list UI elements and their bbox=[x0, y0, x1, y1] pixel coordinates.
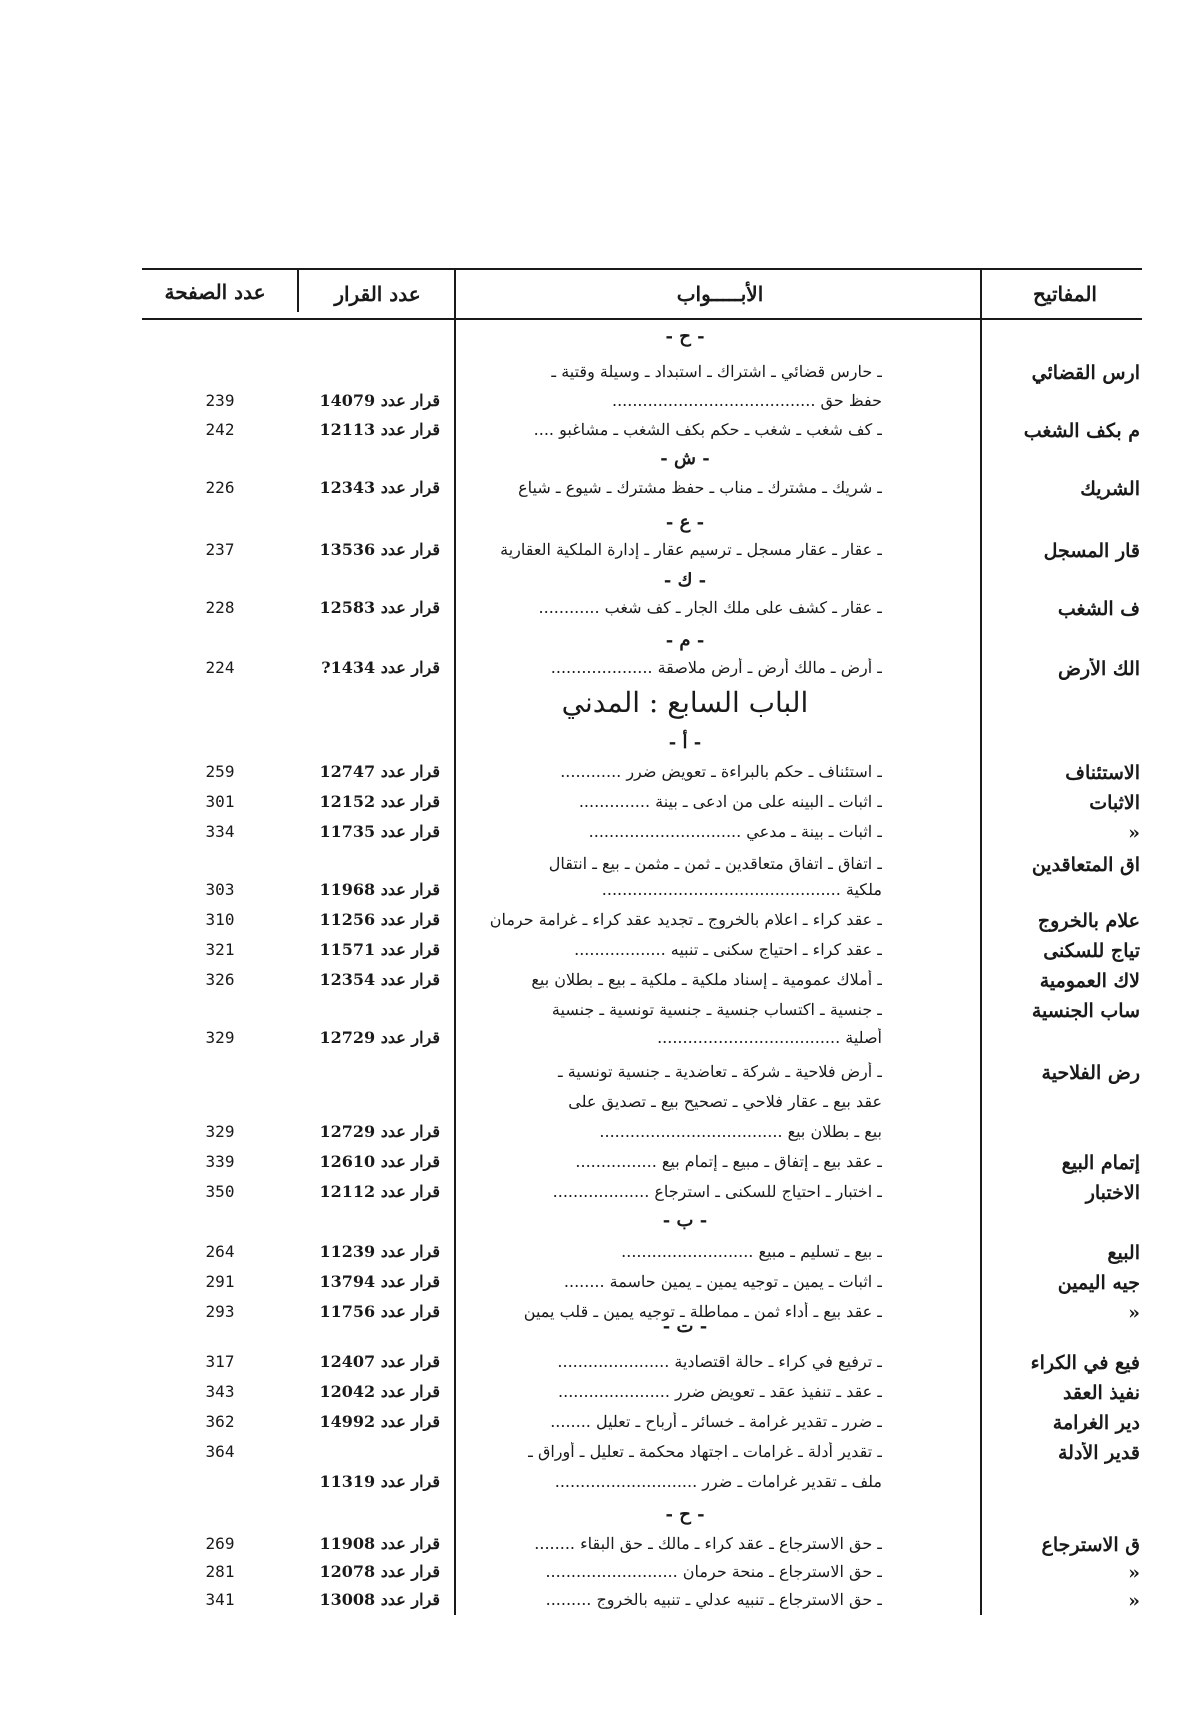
page-number: 226 bbox=[205, 478, 235, 497]
description: ـ عقد كراء ـ اعلام بالخروج ـ تجديد عقد كراء ـ غرامة حرمان bbox=[489, 910, 882, 929]
page-number: 343 bbox=[205, 1382, 235, 1401]
keyword: قار المسجل bbox=[1043, 540, 1140, 562]
keyword: الاثبات bbox=[1089, 792, 1140, 814]
description: ـ ضرر ـ تقدير غرامة ـ خسائر ـ أرباح ـ تعليل ........ bbox=[550, 1412, 882, 1431]
page-number: 239 bbox=[205, 391, 235, 410]
decision-number: قرار عدد 12610 bbox=[319, 1152, 440, 1171]
description: ـ عقار ـ عقار مسجل ـ ترسيم عقار ـ إدارة الملكية العقارية bbox=[500, 540, 882, 559]
description: عقد بيع ـ عقار فلاحي ـ تصحيح بيع ـ تصديق على bbox=[568, 1092, 882, 1111]
description: ـ اختبار ـ احتياج للسكنى ـ استرجاع ................... bbox=[552, 1182, 882, 1201]
description: ـ عقد بيع ـ إتفاق ـ مبيع ـ إتمام بيع ................ bbox=[575, 1152, 882, 1171]
keyword: إتمام البيع bbox=[1061, 1152, 1140, 1174]
header-decision-no: عدد القرار bbox=[334, 282, 421, 306]
header-page-no: عدد الصفحة bbox=[164, 280, 266, 304]
page-number: 224 bbox=[205, 658, 235, 677]
description: ـ شريك ـ مشترك ـ مناب ـ حفظ مشترك ـ شيوع ـ شياع bbox=[518, 478, 882, 497]
letter-heading: - ت - bbox=[662, 1316, 708, 1337]
description: ملف ـ تقدير غرامات ـ ضرر ............................ bbox=[554, 1472, 882, 1491]
decision-number: قرار عدد 12354 bbox=[319, 970, 440, 989]
keyword: علام بالخروج bbox=[1037, 910, 1140, 932]
decision-number: قرار عدد 14079 bbox=[319, 391, 440, 410]
keyword: الاختبار bbox=[1085, 1182, 1140, 1204]
page-number: 264 bbox=[205, 1242, 235, 1261]
decision-number: قرار عدد 12152 bbox=[319, 792, 440, 811]
header-keywords: المفاتيح bbox=[1033, 282, 1097, 306]
keyword: اق المتعاقدين bbox=[1031, 854, 1140, 876]
keyword: قدير الأدلة bbox=[1058, 1442, 1140, 1464]
decision-number: قرار عدد 11908 bbox=[319, 1534, 440, 1553]
column-divider-1 bbox=[297, 268, 299, 312]
description: ـ حق الاسترجاع ـ منحة حرمان .......................... bbox=[545, 1562, 882, 1581]
letter-heading: - م - bbox=[665, 630, 705, 651]
keyword: لاك العمومية bbox=[1039, 970, 1140, 992]
page-number: 259 bbox=[205, 762, 235, 781]
decision-number: قرار عدد 12729 bbox=[319, 1122, 440, 1141]
column-divider-3 bbox=[980, 270, 982, 1615]
letter-heading: - أ - bbox=[668, 732, 702, 753]
keyword: م بكف الشغب bbox=[1023, 420, 1140, 442]
description: ـ بيع ـ تسليم ـ مبيع .......................... bbox=[621, 1242, 882, 1261]
page-number: 321 bbox=[205, 940, 235, 959]
page-number: 303 bbox=[205, 880, 235, 899]
page-number: 350 bbox=[205, 1182, 235, 1201]
decision-number: قرار عدد 12583 bbox=[319, 598, 440, 617]
keyword: « bbox=[1128, 1302, 1140, 1324]
description: ـ أرض ـ مالك أرض ـ أرض ملاصقة .................... bbox=[550, 658, 882, 677]
decision-number: قرار عدد 12729 bbox=[319, 1028, 440, 1047]
description: ملكية ............................................... bbox=[601, 880, 882, 899]
letter-heading: - ح - bbox=[665, 1504, 705, 1525]
description: ـ أملاك عمومية ـ إسناد ملكية ـ ملكية ـ بيع ـ بطلان بيع bbox=[531, 970, 882, 989]
page-number: 317 bbox=[205, 1352, 235, 1371]
decision-number: قرار عدد 13536 bbox=[319, 540, 440, 559]
decision-number: قرار عدد 11735 bbox=[319, 822, 440, 841]
description: ـ عقد ـ تنفيذ عقد ـ تعويض ضرر ...................... bbox=[558, 1382, 882, 1401]
keyword: البيع bbox=[1107, 1242, 1140, 1264]
decision-number: قرار عدد 12407 bbox=[319, 1352, 440, 1371]
description: ـ اثبات ـ يمين ـ توجيه يمين ـ يمين حاسمة ........ bbox=[563, 1272, 882, 1291]
header-bottom-rule bbox=[142, 318, 1142, 320]
keyword: الك الأرض bbox=[1058, 658, 1140, 680]
description: ـ عقار ـ كشف على ملك الجار ـ كف شغب ............ bbox=[538, 598, 882, 617]
keyword: فيع في الكراء bbox=[1030, 1352, 1140, 1374]
description: ـ كف شغب ـ شغب ـ حكم بكف الشغب ـ مشاغبو .... bbox=[533, 420, 882, 439]
page-number: 228 bbox=[205, 598, 235, 617]
keyword: « bbox=[1128, 822, 1140, 844]
keyword: الاستئناف bbox=[1065, 762, 1140, 784]
page-number: 281 bbox=[205, 1562, 235, 1581]
keyword: نفيذ العقد bbox=[1062, 1382, 1140, 1404]
letter-heading: - ع - bbox=[665, 512, 705, 533]
letter-heading: - ش - bbox=[660, 448, 710, 469]
keyword: دير الغرامة bbox=[1052, 1412, 1140, 1434]
page-number: 339 bbox=[205, 1152, 235, 1171]
description: ـ حارس قضائي ـ اشتراك ـ استبداد ـ وسيلة وقتية ـ bbox=[551, 362, 882, 381]
description: ـ حق الاسترجاع ـ تنبيه عدلي ـ تنبيه بالخروج ......... bbox=[545, 1590, 882, 1609]
letter-heading: - ح - bbox=[665, 326, 705, 347]
page-number: 310 bbox=[205, 910, 235, 929]
header-top-rule bbox=[142, 268, 1142, 270]
decision-number: قرار عدد 11571 bbox=[319, 940, 440, 959]
description: ـ استئناف ـ حكم بالبراءة ـ تعويض ضرر ............ bbox=[560, 762, 882, 781]
decision-number: قرار عدد 12747 bbox=[319, 762, 440, 781]
description: ـ عقد بيع ـ أداء ثمن ـ مماطلة ـ توجيه يمين ـ قلب يمين bbox=[523, 1302, 882, 1321]
page-number: 293 bbox=[205, 1302, 235, 1321]
keyword: ف الشغب bbox=[1057, 598, 1140, 620]
decision-number: قرار عدد 12113 bbox=[319, 420, 440, 439]
decision-number: قرار عدد 1434? bbox=[321, 658, 440, 677]
description: ـ اثبات ـ البينه على من ادعى ـ بينة .............. bbox=[578, 792, 882, 811]
keyword: جيه اليمين bbox=[1057, 1272, 1140, 1294]
keyword: « bbox=[1128, 1562, 1140, 1584]
page-number: 364 bbox=[205, 1442, 235, 1461]
decision-number: قرار عدد 11239 bbox=[319, 1242, 440, 1261]
description: ـ اتفاق ـ اتفاق متعاقدين ـ ثمن ـ مثمن ـ بيع ـ انتقال bbox=[548, 854, 882, 873]
keyword: « bbox=[1128, 1590, 1140, 1612]
decision-number: قرار عدد 14992 bbox=[319, 1412, 440, 1431]
description: بيع ـ بطلان بيع .................................... bbox=[599, 1122, 882, 1141]
decision-number: قرار عدد 12343 bbox=[319, 478, 440, 497]
page-number: 301 bbox=[205, 792, 235, 811]
description: ـ عقد كراء ـ احتياج سكنى ـ تنبيه .................. bbox=[574, 940, 882, 959]
page-number: 326 bbox=[205, 970, 235, 989]
decision-number: قرار عدد 13794 bbox=[319, 1272, 440, 1291]
decision-number: قرار عدد 11968 bbox=[319, 880, 440, 899]
letter-heading: - ك - bbox=[663, 570, 707, 591]
page-number: 237 bbox=[205, 540, 235, 559]
header-sections: الأبـــــواب bbox=[676, 282, 764, 306]
keyword: ساب الجنسية bbox=[1031, 1000, 1140, 1022]
decision-number: قرار عدد 11756 bbox=[319, 1302, 440, 1321]
page-number: 269 bbox=[205, 1534, 235, 1553]
page-number: 341 bbox=[205, 1590, 235, 1609]
description: ـ تقدير أدلة ـ غرامات ـ اجتهاد محكمة ـ تعليل ـ أوراق ـ bbox=[528, 1442, 882, 1461]
keyword: رض الفلاحية bbox=[1041, 1062, 1140, 1084]
decision-number: قرار عدد 11256 bbox=[319, 910, 440, 929]
page-number: 291 bbox=[205, 1272, 235, 1291]
page-number: 334 bbox=[205, 822, 235, 841]
page-number: 362 bbox=[205, 1412, 235, 1431]
description: ـ اثبات ـ بينة ـ مدعي .............................. bbox=[588, 822, 882, 841]
description: ـ ترفيع في كراء ـ حالة اقتصادية ...................... bbox=[557, 1352, 882, 1371]
page-number: 242 bbox=[205, 420, 235, 439]
description: ـ أرض فلاحية ـ شركة ـ تعاضدية ـ جنسية تونسية ـ bbox=[557, 1062, 882, 1081]
page-number: 329 bbox=[205, 1028, 235, 1047]
description: حفظ حق ........................................ bbox=[611, 391, 882, 410]
chapter-title: الباب السابع : المدني bbox=[561, 686, 809, 719]
decision-number: قرار عدد 12078 bbox=[319, 1562, 440, 1581]
description: ـ جنسية ـ اكتساب جنسية ـ جنسية تونسية ـ جنسية bbox=[551, 1000, 882, 1019]
decision-number: قرار عدد 12042 bbox=[319, 1382, 440, 1401]
description: ـ حق الاسترجاع ـ عقد كراء ـ مالك ـ حق البقاء ........ bbox=[534, 1534, 882, 1553]
decision-number: قرار عدد 11319 bbox=[319, 1472, 440, 1491]
letter-heading: - ب - bbox=[662, 1210, 708, 1231]
description: أصلية .................................... bbox=[657, 1028, 882, 1047]
page-number: 329 bbox=[205, 1122, 235, 1141]
keyword: الشريك bbox=[1080, 478, 1140, 500]
decision-number: قرار عدد 13008 bbox=[319, 1590, 440, 1609]
keyword: تياج للسكنى bbox=[1043, 940, 1140, 962]
keyword: ارس القضائي bbox=[1031, 362, 1140, 384]
keyword: ق الاسترجاع bbox=[1041, 1534, 1140, 1556]
decision-number: قرار عدد 12112 bbox=[319, 1182, 440, 1201]
